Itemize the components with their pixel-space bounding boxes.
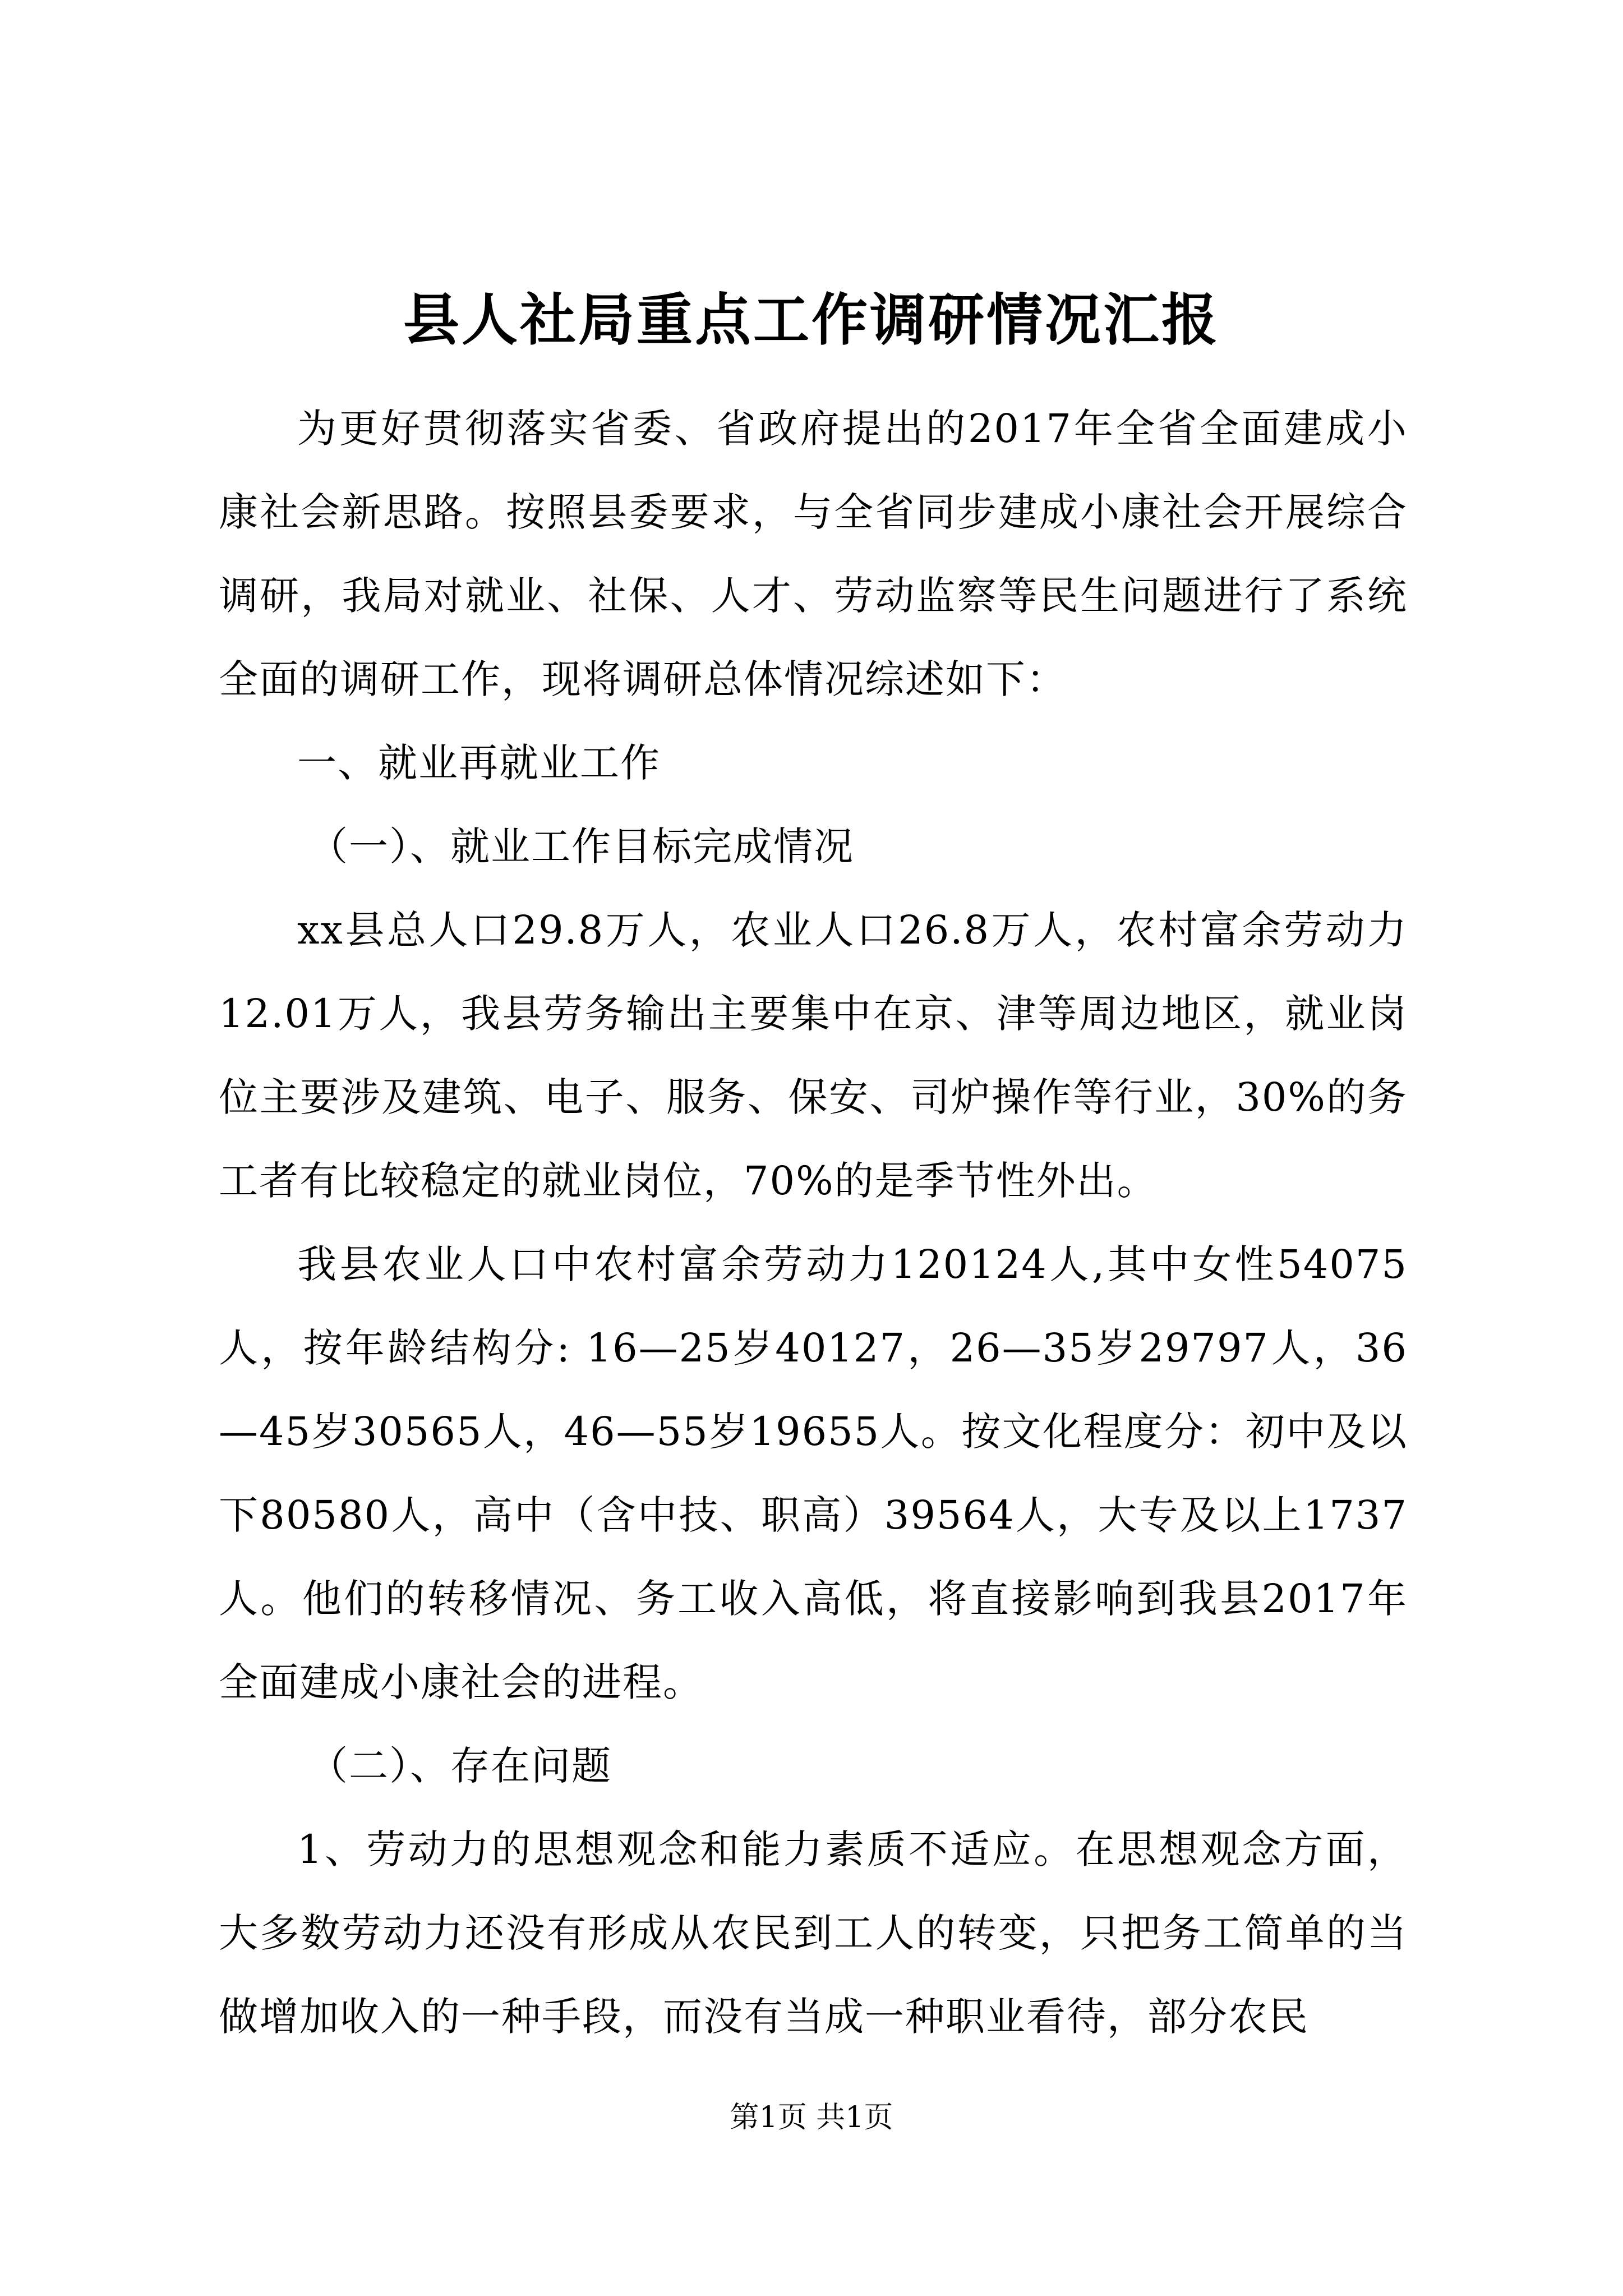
paragraph-problem-1: 1、劳动力的思想观念和能力素质不适应。在思想观念方面，大多数劳动力还没有形成从农民到工人的转变，只把务工简单的当做增加收入的一种手段，而没有当成一种职业看待，部分农民 bbox=[219, 1826, 1408, 2040]
document-title: 县人社局重点工作调研情况汇报 bbox=[403, 287, 1220, 353]
section-heading-employment: 一、就业再就业工作 bbox=[297, 740, 661, 786]
page-footer: 第1页 共1页 bbox=[730, 2101, 893, 2134]
paragraph-population: xx县总人口29.8万人，农业人口26.8万人，农村富余劳动力12.01万人，我县劳务输出主要集中在京、津等周边地区，就业岗位主要涉及建筑、电子、服务、保安、司炉操作等行业，30%的务工者有比较稳定的就业岗位，70%的是季节性外出。 bbox=[219, 907, 1408, 1204]
paragraph-intro: 为更好贯彻落实省委、省政府提出的2017年全省全面建成小康社会新思路。按照县委要求，与全省同步建成小康社会开展综合调研，我局对就业、社保、人才、劳动监察等民生问题进行了系统全面的调研工作，现将调研总体情况综述如下： bbox=[219, 406, 1408, 702]
document-body bbox=[219, 387, 1408, 2059]
subsection-heading-targets: （一）、就业工作目标完成情况 bbox=[308, 823, 854, 869]
subsection-heading-problems: （二）、存在问题 bbox=[308, 1743, 612, 1789]
paragraph-labor-structure: 我县农业人口中农村富余劳动力120124人,其中女性54075人，按年龄结构分: 16—25岁40127，26—35岁29797人，36—45岁30565人，46—55岁19655人。按文化程度分：初中及以下80580人，高中（含中技、职高）39564人，大专及以上1737人。他们的转移情况、务工收入高低，将直接影响到我县2017年全面建成小康社会的进程。 bbox=[219, 1241, 1408, 1705]
